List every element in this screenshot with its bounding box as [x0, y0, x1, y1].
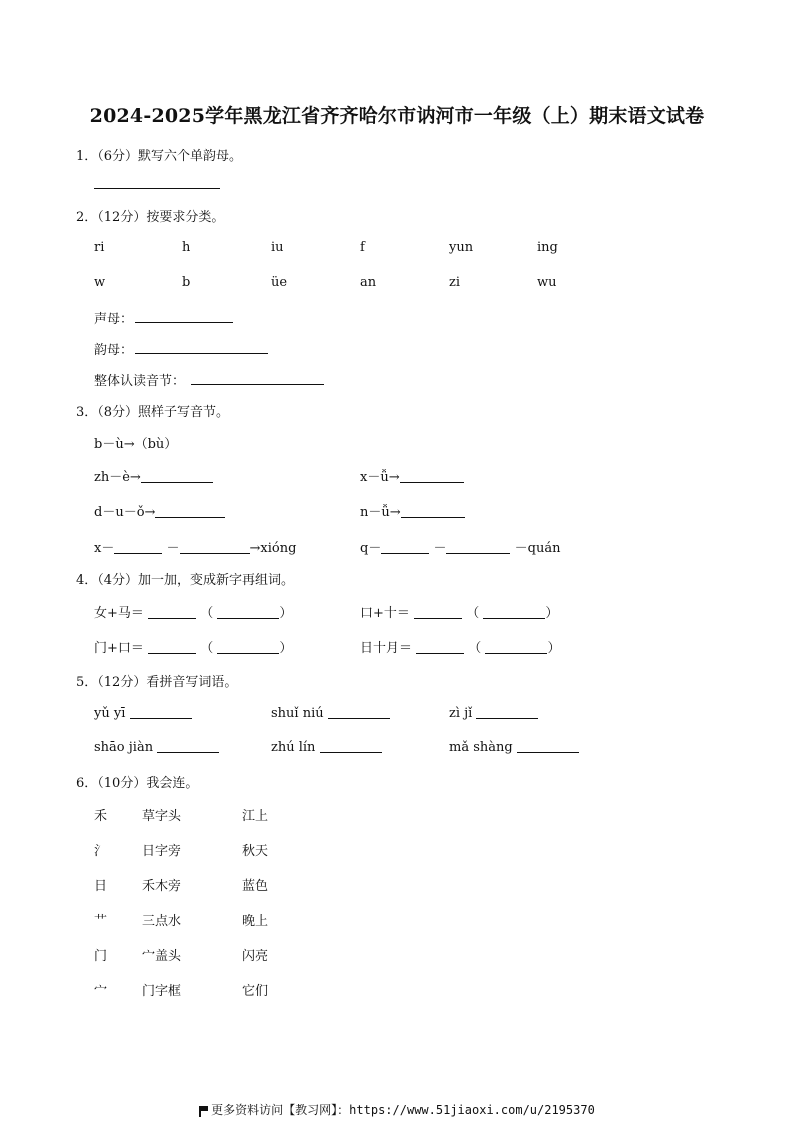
- pinyin-item: f: [360, 240, 365, 255]
- zhengti-answer-line[interactable]: [191, 384, 324, 385]
- answer-blank[interactable]: [155, 504, 225, 518]
- answer-blank[interactable]: [217, 640, 279, 654]
- answer-blank[interactable]: [320, 739, 382, 753]
- paren-open: （: [466, 606, 480, 621]
- question-3: [76, 401, 229, 420]
- pinyin-word: shuǐ niú: [271, 706, 324, 721]
- pinyin-word: shāo jiàn: [94, 740, 154, 755]
- word-build-item: [94, 637, 292, 656]
- syllable-prompt: d－u－ǒ→: [94, 505, 156, 520]
- pinyin-item: b: [182, 275, 191, 290]
- paren-open: （: [200, 606, 214, 621]
- paren-open: （: [200, 641, 214, 656]
- radical-name-item[interactable]: 三点水: [142, 914, 182, 929]
- answer-blank[interactable]: [483, 605, 545, 619]
- page-title: 2024-2025学年黑龙江省齐齐哈尔市讷河市一年级（上）期末语文试卷: [89, 105, 705, 127]
- syllable-dash: －: [433, 541, 447, 556]
- answer-blank[interactable]: [400, 469, 464, 483]
- syllable-result: →xióng: [249, 541, 297, 556]
- radical-item[interactable]: 宀: [94, 984, 108, 999]
- question-number: 5．: [76, 675, 98, 690]
- char-sum: 门+口＝: [94, 641, 144, 656]
- answer-blank[interactable]: [114, 540, 162, 554]
- char-sum: 女+马＝: [94, 606, 144, 621]
- word-item[interactable]: 蓝色: [242, 879, 269, 894]
- paren-close: ）: [279, 606, 293, 621]
- pinyin-item: w: [94, 275, 106, 290]
- syllable-item: [94, 501, 225, 520]
- answer-blank[interactable]: [401, 504, 465, 518]
- pinyin-item: ing: [537, 240, 558, 255]
- question-1: [76, 145, 242, 164]
- paren-open: （: [468, 641, 482, 656]
- word-item[interactable]: 闪亮: [242, 949, 269, 964]
- radical-name-item[interactable]: 日字旁: [142, 844, 182, 859]
- question-number: 3．: [76, 405, 98, 420]
- word-item[interactable]: 江上: [242, 809, 269, 824]
- syllable-item: [94, 537, 296, 556]
- radical-item[interactable]: 艹: [94, 914, 108, 929]
- syllable-item: [360, 537, 560, 556]
- radical-name-item[interactable]: 宀盖头: [142, 949, 182, 964]
- pinyin-item: wu: [537, 275, 557, 290]
- word-build-item: [360, 637, 560, 656]
- char-sum: 日十月＝: [360, 641, 413, 656]
- answer-blank[interactable]: [381, 540, 429, 554]
- pinyin-item: ri: [94, 240, 105, 255]
- pinyin-word-item: [449, 705, 538, 721]
- word-item[interactable]: 秋天: [242, 844, 269, 859]
- pinyin-word-item: [271, 705, 390, 721]
- flag-icon: [199, 1106, 208, 1115]
- pinyin-word: zhú lín: [271, 740, 316, 755]
- syllable-prompt: n－ǚ→: [360, 505, 401, 520]
- answer-blank[interactable]: [517, 739, 579, 753]
- syllable-item: [360, 466, 464, 485]
- yunmu-answer-line[interactable]: [135, 353, 268, 354]
- syllable-prompt: q－: [360, 541, 382, 556]
- answer-blank[interactable]: [157, 739, 219, 753]
- radical-item[interactable]: 门: [94, 949, 108, 964]
- radical-name-item[interactable]: 草字头: [142, 809, 182, 824]
- pinyin-word: yǔ yī: [94, 706, 126, 721]
- syllable-dash: －: [166, 541, 180, 556]
- char-sum: 口+十＝: [360, 606, 410, 621]
- question-text: （10分）我会连。: [97, 776, 199, 791]
- question-number: 4．: [76, 573, 98, 588]
- answer-blank[interactable]: [141, 469, 213, 483]
- paren-close: ）: [547, 641, 561, 656]
- syllable-prompt: x－: [94, 541, 115, 556]
- pinyin-word-item: [94, 739, 219, 755]
- question-text: （12分）按要求分类。: [97, 210, 225, 225]
- pinyin-word: zì jǐ: [449, 706, 473, 721]
- question-number: 6．: [76, 776, 98, 791]
- answer-blank[interactable]: [217, 605, 279, 619]
- question-text: （8分）照样子写音节。: [97, 405, 230, 420]
- word-build-item: [360, 602, 558, 621]
- radical-item[interactable]: 氵: [94, 844, 108, 859]
- question-6: [76, 772, 198, 791]
- question-5: [76, 671, 237, 690]
- pinyin-word: mǎ shàng: [449, 740, 513, 755]
- answer-blank[interactable]: [476, 705, 538, 719]
- pinyin-item: zi: [449, 275, 461, 290]
- zhengti-label: 整体认读音节：: [94, 374, 186, 389]
- radical-name-item[interactable]: 门字框: [142, 984, 182, 999]
- answer-line[interactable]: [94, 188, 220, 189]
- answer-blank[interactable]: [148, 605, 196, 619]
- question-4: [76, 569, 294, 588]
- paren-close: ）: [545, 606, 559, 621]
- radical-name-item[interactable]: 禾木旁: [142, 879, 182, 894]
- footer: [0, 1101, 794, 1118]
- syllable-prompt: x－ǚ→: [360, 470, 400, 485]
- syllable-item: [360, 501, 465, 520]
- answer-blank[interactable]: [148, 640, 196, 654]
- word-item[interactable]: 它们: [242, 984, 269, 999]
- example-syllable: b－ù→（bù）: [94, 437, 178, 452]
- pinyin-item: yun: [449, 240, 474, 255]
- answer-blank[interactable]: [130, 705, 192, 719]
- pinyin-word-item: [94, 705, 192, 721]
- word-item[interactable]: 晚上: [242, 914, 269, 929]
- syllable-item: [94, 466, 213, 485]
- answer-blank[interactable]: [414, 605, 462, 619]
- question-number: 1．: [76, 149, 98, 164]
- pinyin-word-item: [271, 739, 382, 755]
- pinyin-item: üe: [271, 275, 288, 290]
- shengmu-label: 声母：: [94, 312, 134, 327]
- pinyin-item: an: [360, 275, 377, 290]
- pinyin-item: h: [182, 240, 191, 255]
- question-2: [76, 206, 224, 225]
- answer-blank[interactable]: [485, 640, 547, 654]
- radical-item[interactable]: 日: [94, 879, 108, 894]
- answer-blank[interactable]: [416, 640, 464, 654]
- question-number: 2．: [76, 210, 98, 225]
- question-text: （4分）加一加，变成新字再组词。: [97, 573, 295, 588]
- paren-close: ）: [279, 641, 293, 656]
- question-text: （6分）默写六个单韵母。: [97, 149, 243, 164]
- yunmu-label: 韵母：: [94, 343, 134, 358]
- pinyin-word-item: [449, 739, 579, 755]
- pinyin-item: iu: [271, 240, 284, 255]
- footer-link[interactable]: 更多资料访问【教习网】：https://www.51jiaoxi.com/u/2195370: [211, 1103, 595, 1117]
- shengmu-answer-line[interactable]: [135, 322, 233, 323]
- answer-blank[interactable]: [180, 540, 250, 554]
- question-text: （12分）看拼音写词语。: [97, 675, 238, 690]
- radical-item[interactable]: 禾: [94, 809, 108, 824]
- word-build-item: [94, 602, 292, 621]
- answer-blank[interactable]: [446, 540, 510, 554]
- syllable-result: －quán: [514, 541, 561, 556]
- syllable-prompt: zh－è→: [94, 470, 141, 485]
- answer-blank[interactable]: [328, 705, 390, 719]
